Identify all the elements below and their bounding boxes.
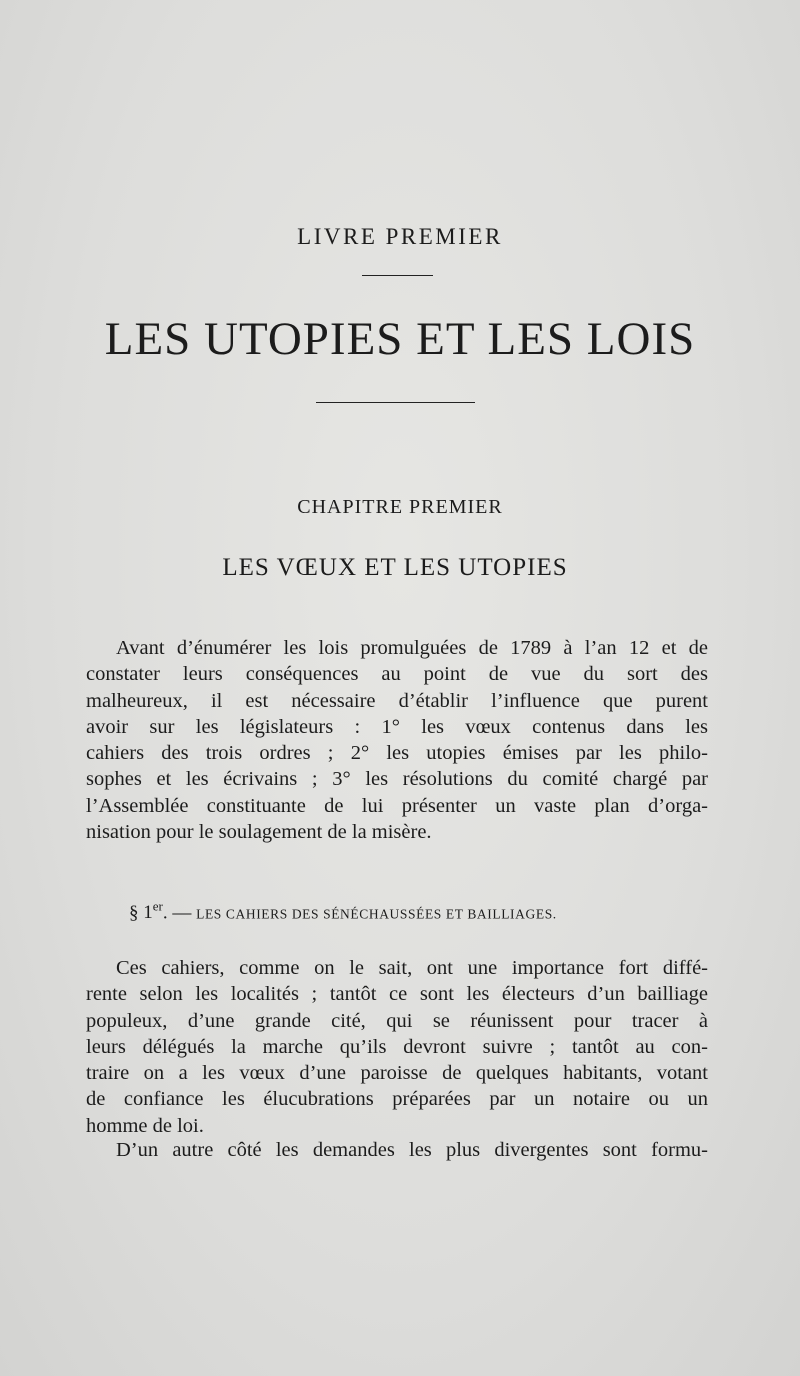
text-line: D’un autre côté les demandes les plus divergentes sont formu- — [116, 1139, 708, 1161]
text-line: traire on a les vœux d’une paroisse de quelques habitants, votant — [86, 1062, 708, 1085]
paragraph-intro — [86, 635, 708, 845]
text-line: de confiance les élucubrations préparées par un notaire ou un — [86, 1088, 708, 1111]
section-dash: . — — [162, 902, 192, 924]
text-line: Ces cahiers, comme on le sait, ont une importance fort diffé- — [116, 957, 708, 979]
text-line: populeux, d’une grande cité, qui se réunissent pour tracer à — [86, 1009, 708, 1032]
section-number: 1er — [143, 899, 163, 924]
text-line: avoir sur les législateurs : 1° les vœux contenus dans les — [86, 715, 708, 738]
title-rule-long — [316, 402, 475, 403]
chapter-label: CHAPITRE PREMIER — [297, 496, 503, 518]
text-line: sophes et les écrivains ; 3° les résolutions du comité chargé par — [86, 768, 708, 791]
title-rule-short — [362, 275, 433, 276]
text-line: l’Assemblée constituante de lui présenter un vaste plan d’orga- — [86, 794, 708, 817]
text-line: constater leurs conséquences au point de vue du sort des — [86, 663, 708, 686]
text-line: leurs délégués la marche qu’ils devront suivre ; tantôt au con- — [86, 1035, 708, 1058]
text-line: cahiers des trois ordres ; 2° les utopies émises par les philo- — [86, 742, 708, 765]
text-line: nisation pour le soulagement de la misère. — [86, 821, 432, 844]
section-heading — [129, 899, 669, 924]
chapter-title: LES VŒUX ET LES UTOPIES — [222, 554, 568, 581]
main-title: LES UTOPIES ET LES LOIS — [104, 313, 696, 365]
section-mark: § — [129, 902, 139, 924]
text-line: rente selon les localités ; tantôt ce sont les électeurs d’un bailliage — [86, 983, 708, 1006]
paragraph-cahiers — [86, 955, 708, 1139]
text-line: malheureux, il est nécessaire d’établir l’influence que purent — [86, 689, 708, 712]
section-title: LES CAHIERS DES SÉNÉCHAUSSÉES ET BAILLIAGES. — [196, 906, 557, 922]
paragraph-demandes — [86, 1137, 708, 1163]
text-line: Avant d’énumérer les lois promulguées de 1789 à l’an 12 et de — [116, 637, 708, 659]
text-line: homme de loi. — [86, 1114, 204, 1137]
book-title: LIVRE PREMIER — [297, 224, 503, 249]
